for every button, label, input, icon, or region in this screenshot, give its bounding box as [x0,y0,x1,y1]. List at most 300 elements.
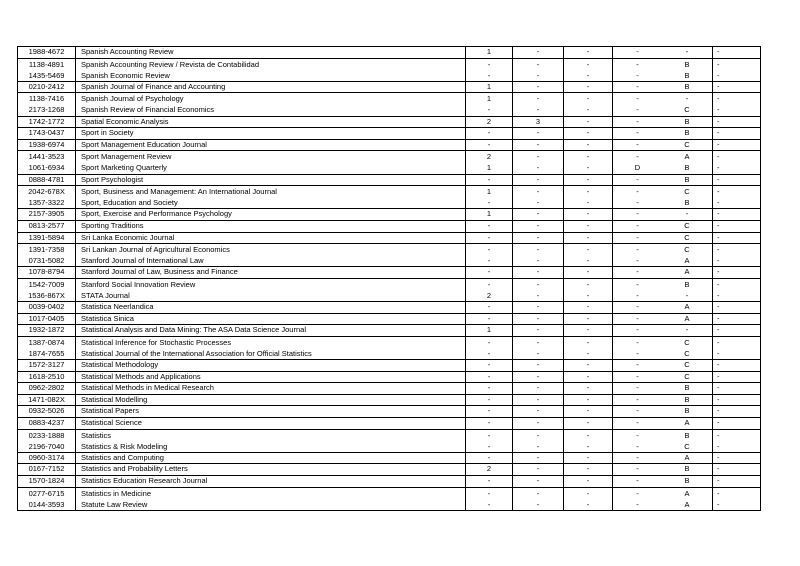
rating-cell-3 [563,93,612,115]
issn-cell-text: 1988-4672 [28,47,65,56]
rating-cell-4-text: - [636,94,639,104]
issn-cell [18,233,75,244]
table-row [18,209,760,221]
rating-cell-1-text: - [487,174,491,184]
rating-cell-4-text: - [636,198,639,208]
issn-cell-text: 1357-3322 [28,198,65,208]
rating-cell-5 [662,395,712,406]
rating-cell-3 [563,59,612,81]
rating-cell-5-text: - [685,94,689,104]
journal-name-cell-text: Statistics & Risk Modeling [81,441,168,451]
issn-cell-text: 0731-5082 [28,256,65,266]
rating-cell-2-text: - [536,475,540,485]
journal-name-cell-text: Spatial Economic Analysis [81,116,169,126]
rating-cell-5-text: C [684,371,690,381]
rating-cell-2-text: - [536,256,540,266]
rating-cell-4-text: - [636,394,639,404]
rating-cell-5 [662,325,712,336]
rating-cell-6-text: - [717,59,720,69]
rating-cell-2-text: - [536,267,540,277]
rating-cell-3 [563,325,612,336]
rating-cell-5 [662,128,712,139]
rating-cell-6 [712,464,760,475]
rating-cell-4-text: - [636,406,639,416]
table-row [18,302,760,314]
journal-name-cell-text: Statistical Journal of the International Association for Official Statistics [81,348,312,358]
rating-cell-2 [512,325,563,336]
issn-cell-text: 1932-1872 [28,325,65,335]
journal-name-cell-text: Sporting Traditions [81,220,144,230]
rating-cell-6-text: - [717,279,720,289]
rating-cell-1-text: - [487,348,491,358]
issn-cell [18,476,75,487]
issn-cell [18,175,75,186]
rating-cell-2-text: - [536,187,540,197]
rating-cell-2-text: - [536,128,540,138]
table-row [18,383,760,395]
rating-cell-5 [662,140,712,151]
journal-name-cell-text: Statistical Methodology [81,360,159,370]
issn-cell [18,221,75,232]
journal-name-cell-text: Statistics and Probability Letters [81,464,188,474]
rating-cell-3-text: - [586,348,590,358]
table-row [18,175,760,187]
rating-cell-1 [465,372,512,383]
rating-cell-2 [512,360,563,371]
rating-cell-1 [465,93,512,115]
rating-cell-2 [512,372,563,383]
issn-cell-text: 0277-6715 [28,488,65,498]
rating-cell-4 [612,302,662,313]
rating-cell-5 [662,430,712,452]
issn-cell [18,244,75,266]
rating-cell-3-text: - [586,94,590,104]
rating-cell-5-text: B [684,394,690,404]
table-row [18,151,760,174]
journal-name-cell-text: Sport Marketing Quarterly [81,163,167,173]
rating-cell-1-text: - [487,245,491,255]
rating-cell-1-text: - [487,279,491,289]
journal-name-cell [75,186,465,208]
rating-cell-3-text: - [586,152,590,162]
issn-cell-text: 0962-2802 [28,383,65,393]
rating-cell-1-text: - [487,198,491,208]
rating-cell-1 [465,383,512,394]
issn-cell [18,337,75,359]
rating-cell-1 [465,406,512,417]
issn-cell [18,128,75,139]
rating-cell-1-text: - [487,371,491,381]
table-row [18,221,760,233]
journal-name-cell-text: Statistical Modelling [81,394,148,404]
rating-cell-3-text: - [586,116,590,126]
journal-name-cell [75,418,465,429]
rating-cell-4 [612,117,662,128]
rating-cell-5 [662,175,712,186]
rating-cell-2-text: - [536,209,540,219]
rating-cell-5-text: B [684,128,690,138]
rating-cell-2-text: - [536,139,540,149]
rating-cell-4-text: - [636,337,639,347]
journal-name-cell [75,314,465,325]
rating-cell-2-text: - [536,232,540,242]
rating-cell-1-text: 1 [486,163,492,173]
rating-cell-5 [662,267,712,278]
rating-cell-1-text: - [487,406,491,416]
rating-cell-3 [563,383,612,394]
rating-cell-3-text: - [586,139,590,149]
rating-cell-5-text: - [685,290,689,300]
issn-cell-text: 1061-6934 [28,163,65,173]
rating-cell-3-text: - [586,371,590,381]
rating-cell-2 [512,59,563,81]
table-row [18,93,760,116]
rating-cell-5 [662,151,712,173]
rating-cell-5-text: B [684,430,690,440]
rating-cell-2-text: - [536,70,540,80]
rating-cell-6-text: - [717,152,720,162]
rating-cell-3 [563,360,612,371]
rating-cell-4-text: - [636,430,639,440]
rating-cell-1-text: - [487,313,491,323]
rating-cell-5-text: B [684,464,690,474]
rating-cell-3 [563,430,612,452]
rating-cell-3-text: - [586,452,590,462]
rating-cell-5 [662,47,712,58]
rating-cell-3 [563,418,612,429]
journal-name-cell-text: Sport Psychologist [81,174,144,184]
rating-cell-2-text: - [536,452,540,462]
rating-cell-3 [563,175,612,186]
journal-name-cell-text: Spanish Economic Review [81,70,170,80]
rating-cell-1-text: - [487,232,491,242]
rating-cell-3-text: - [586,256,590,266]
issn-cell-text: 0883-4237 [28,418,65,427]
rating-cell-3-text: - [586,187,590,197]
rating-cell-6-text: - [717,81,720,91]
rating-cell-1 [465,302,512,313]
rating-cell-2 [512,464,563,475]
rating-cell-6-text: - [717,464,720,474]
rating-cell-6-text: - [717,418,720,427]
rating-cell-6-text: - [717,499,720,509]
issn-cell-text: 0210-2412 [28,81,65,91]
rating-cell-1 [465,453,512,464]
rating-cell-6-text: - [717,337,720,347]
rating-cell-2-text: - [536,152,540,162]
rating-cell-2 [512,267,563,278]
issn-cell-text: 1391-7358 [28,245,65,255]
journal-name-cell [75,325,465,336]
rating-cell-5-text: - [685,209,689,219]
rating-cell-3-text: - [586,163,590,173]
rating-cell-3 [563,453,612,464]
rating-cell-3-text: - [586,475,590,485]
journal-name-cell [75,82,465,93]
issn-cell-text: 0167-7152 [28,464,65,474]
rating-cell-3 [563,117,612,128]
rating-cell-3 [563,140,612,151]
journal-name-cell [75,395,465,406]
issn-cell [18,453,75,464]
rating-cell-6-text: - [717,406,720,416]
issn-cell [18,140,75,151]
rating-cell-2 [512,476,563,487]
table-row [18,279,760,302]
journal-name-cell-text: Statistica Sinica [81,313,134,323]
rating-cell-3-text: - [586,406,590,416]
rating-cell-4-text: - [636,128,639,138]
table-row [18,430,760,453]
rating-cell-5 [662,244,712,266]
table-row [18,186,760,209]
rating-cell-3-text: - [586,430,590,440]
rating-cell-6-text: - [717,220,720,230]
rating-cell-5-text: C [684,245,690,255]
journal-name-cell-text: Statistical Methods and Applications [81,371,201,381]
rating-cell-2-text: - [536,441,540,451]
journal-name-cell-text: Statistics in Medicine [81,488,152,498]
rating-cell-1-text: 1 [486,81,492,91]
rating-cell-2 [512,221,563,232]
rating-cell-6-text: - [717,452,720,462]
rating-cell-3 [563,372,612,383]
rating-cell-6 [712,453,760,464]
rating-cell-1-text: - [487,441,491,451]
rating-cell-3 [563,221,612,232]
rating-cell-3-text: - [586,441,590,451]
rating-cell-6 [712,314,760,325]
rating-cell-5 [662,488,712,510]
rating-cell-6-text: - [717,232,720,242]
rating-cell-1-text: 1 [486,187,492,197]
rating-cell-5-text: B [684,59,690,69]
rating-cell-1-text: - [487,394,491,404]
rating-cell-1-text: - [487,128,491,138]
rating-cell-2 [512,302,563,313]
rating-cell-6 [712,175,760,186]
table-row [18,476,760,488]
rating-cell-4-text: - [636,348,639,358]
rating-cell-5-text: A [684,302,690,312]
rating-cell-6 [712,430,760,452]
rating-cell-1 [465,221,512,232]
rating-cell-3 [563,47,612,58]
rating-cell-3 [563,209,612,220]
journal-name-cell-text: Sport in Society [81,128,134,138]
table-row [18,406,760,418]
journal-name-cell-text: Sri Lanka Economic Journal [81,232,175,242]
rating-cell-3-text: - [586,394,590,404]
journal-name-cell-text: Statistics [81,430,112,440]
rating-cell-4 [612,175,662,186]
rating-cell-4-text: - [636,371,639,381]
issn-cell-text: 1017-0405 [28,313,65,323]
rating-cell-6-text: - [717,187,720,197]
journal-name-cell [75,430,465,452]
rating-cell-5 [662,372,712,383]
rating-cell-1 [465,186,512,208]
journal-name-cell [75,117,465,128]
issn-cell-text: 1441-3523 [28,152,65,162]
rating-cell-2-text: - [536,430,540,440]
rating-cell-6 [712,59,760,81]
journal-name-cell [75,488,465,510]
rating-cell-6-text: - [717,360,720,370]
rating-cell-5 [662,337,712,359]
rating-cell-2-text: - [536,360,540,370]
rating-cell-1-text: - [487,360,491,370]
journal-name-cell [75,233,465,244]
rating-cell-1 [465,476,512,487]
rating-cell-4-text: - [636,452,639,462]
issn-cell-text: 1742-1772 [28,116,65,126]
rating-cell-4 [612,140,662,151]
journal-name-cell [75,209,465,220]
rating-cell-2 [512,279,563,301]
rating-cell-1-text: 1 [486,325,492,335]
rating-cell-4-text: D [634,163,641,173]
table-row [18,464,760,476]
rating-cell-1 [465,233,512,244]
rating-cell-4-text: - [636,187,639,197]
rating-cell-2-text: - [536,81,540,91]
issn-cell [18,406,75,417]
rating-cell-2-text: - [536,94,540,104]
rating-cell-6-text: - [717,128,720,138]
rating-cell-5-text: A [684,488,690,498]
rating-cell-4 [612,93,662,115]
rating-cell-3-text: - [586,383,590,393]
rating-cell-3 [563,186,612,208]
rating-cell-3-text: - [586,59,590,69]
rating-cell-3 [563,488,612,510]
rating-cell-1 [465,279,512,301]
rating-cell-3-text: - [586,70,590,80]
rating-cell-6-text: - [717,47,720,56]
rating-cell-1-text: - [487,430,491,440]
rating-cell-3 [563,279,612,301]
issn-cell-text: 1391-5894 [28,232,65,242]
rating-cell-3 [563,464,612,475]
issn-cell-text: 0144-3593 [28,499,65,509]
rating-cell-2-text: - [536,220,540,230]
rating-cell-3-text: - [586,81,590,91]
rating-cell-4 [612,314,662,325]
issn-cell-text: 1078-8794 [28,267,65,277]
rating-cell-2-text: - [536,418,540,427]
rating-cell-4 [612,233,662,244]
rating-cell-2-text: - [536,302,540,312]
rating-cell-6 [712,372,760,383]
rating-cell-2-text: - [536,47,540,56]
rating-cell-4 [612,406,662,417]
rating-cell-5 [662,117,712,128]
journal-name-cell-text: Statistical Papers [81,406,139,416]
rating-cell-3-text: - [586,313,590,323]
rating-cell-5 [662,279,712,301]
rating-cell-6-text: - [717,290,720,300]
rating-cell-6 [712,267,760,278]
rating-cell-2-text: - [536,174,540,184]
rating-cell-2-text: - [536,348,540,358]
rating-cell-5-text: B [684,279,690,289]
issn-cell [18,372,75,383]
rating-cell-4-text: - [636,174,639,184]
rating-cell-1 [465,325,512,336]
rating-cell-3-text: - [586,360,590,370]
rating-cell-6 [712,406,760,417]
journal-name-cell-text: Spanish Review of Financial Economics [81,105,214,115]
rating-cell-5-text: - [685,325,689,335]
rating-cell-5-text: B [684,198,690,208]
rating-cell-5 [662,360,712,371]
issn-cell [18,302,75,313]
rating-cell-5-text: B [684,70,690,80]
rating-cell-2-text: - [536,499,540,509]
rating-cell-3-text: - [586,220,590,230]
rating-cell-4-text: - [636,418,639,427]
issn-cell [18,186,75,208]
journal-name-cell-text: Spanish Accounting Review [81,47,174,56]
rating-cell-2 [512,337,563,359]
issn-cell [18,418,75,429]
rating-cell-5-text: B [684,81,690,91]
rating-cell-5-text: B [684,163,690,173]
rating-cell-5-text: A [684,256,690,266]
table-row [18,395,760,407]
rating-cell-2 [512,395,563,406]
rating-cell-2-text: - [536,313,540,323]
rating-cell-1 [465,128,512,139]
rating-cell-5 [662,302,712,313]
table-row [18,233,760,245]
rating-cell-4 [612,488,662,510]
journal-name-cell-text: Statistics Education Research Journal [81,475,208,485]
rating-cell-1-text: - [487,499,491,509]
journal-name-cell-text: Spanish Journal of Psychology [81,94,184,104]
issn-cell-text: 0888-4781 [28,174,65,184]
rating-cell-5-text: A [684,418,690,427]
rating-cell-6-text: - [717,163,720,173]
rating-cell-6 [712,383,760,394]
issn-cell [18,430,75,452]
rating-cell-2 [512,128,563,139]
rating-cell-2-text: - [536,163,540,173]
journal-name-cell-text: Statistica Neerlandica [81,302,154,312]
rating-cell-6 [712,47,760,58]
rating-cell-2-text: - [536,279,540,289]
issn-cell-text: 1874-7655 [28,348,65,358]
rating-cell-4-text: - [636,267,639,277]
rating-cell-5-text: C [684,337,690,347]
issn-cell [18,151,75,173]
rating-cell-3-text: - [586,290,590,300]
journal-name-cell-text: Sport, Exercise and Performance Psychology [81,209,232,219]
table-row [18,59,760,82]
rating-cell-1-text: - [487,220,491,230]
journal-name-cell-text: Sri Lankan Journal of Agricultural Economics [81,245,230,255]
rating-cell-4 [612,418,662,429]
issn-cell [18,279,75,301]
issn-cell-text: 1536-867X [28,290,65,300]
issn-cell-text: 1387-0874 [28,337,65,347]
journal-name-cell-text: Spanish Journal of Finance and Accounting [81,81,226,91]
rating-cell-3-text: - [586,128,590,138]
rating-cell-3-text: - [586,47,590,56]
rating-cell-4 [612,372,662,383]
rating-cell-4 [612,221,662,232]
